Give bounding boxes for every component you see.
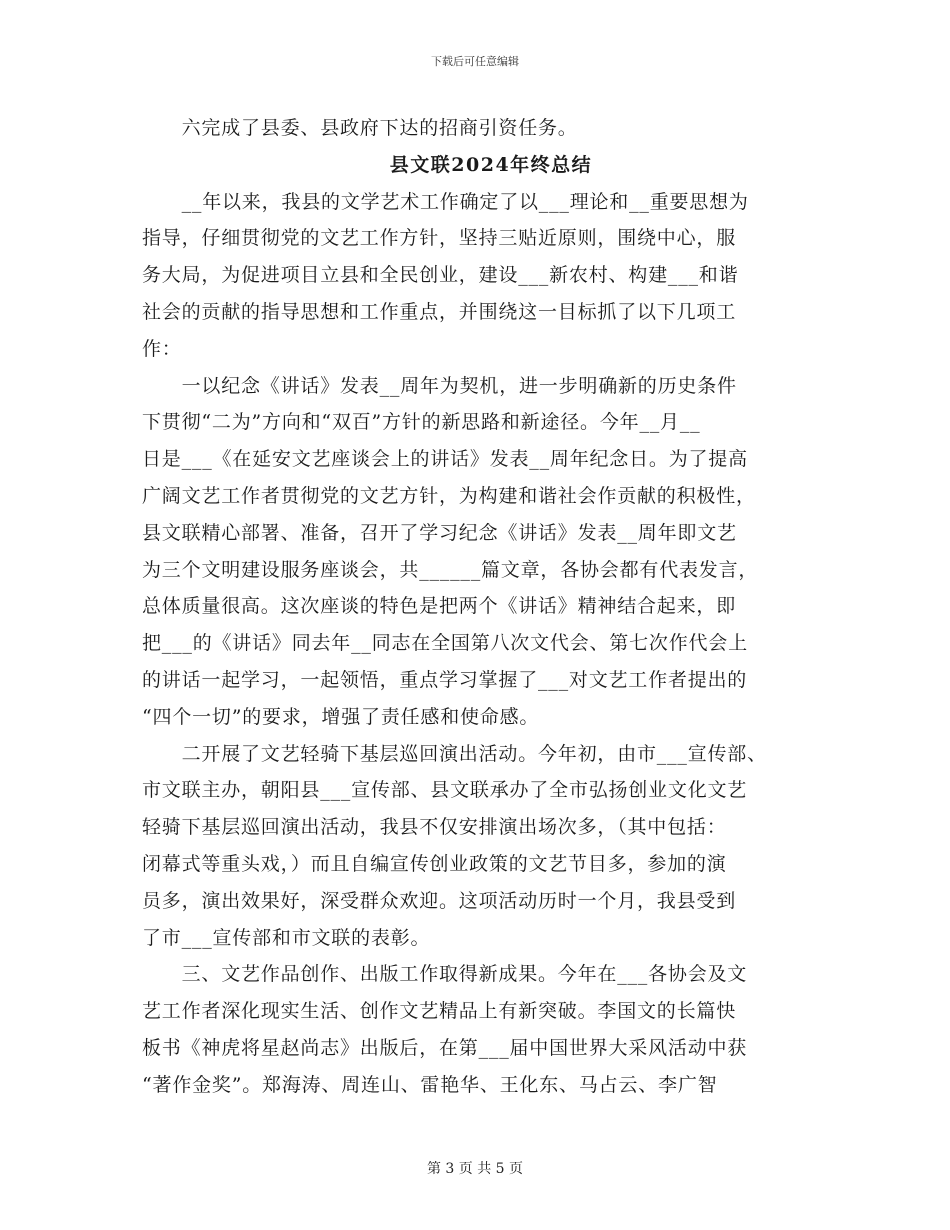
text-line: 社会的贡献的指导思想和工作重点，并围绕这一目标抓了以下几项工 <box>142 300 737 323</box>
text-line: 市文联主办，朝阳县___宣传部、县文联承办了全市弘扬创业文化文艺 <box>142 779 748 802</box>
text-line: 员多，演出效果好，深受群众欢迎。这项活动历时一个月，我县受到 <box>142 889 737 912</box>
text-line: 广阔文艺工作者贯彻党的文艺方针，为构建和谐社会作贡献的积极性， <box>142 484 756 507</box>
text-line: 了市___宣传部和市文联的表彰。 <box>142 926 431 949</box>
header-note: 下载后可任意编辑 <box>431 55 519 68</box>
text-line: “著作金奖”。郑海涛、周连山、雷艳华、王化东、马占云、李广智 <box>142 1073 718 1096</box>
text-line: 闭幕式等重头戏，）而且自编宣传创业政策的文艺节目多，参加的演 <box>142 852 727 875</box>
text-line: 的讲话一起学习，一起领悟，重点学习掌握了___对文艺工作者提出的 <box>142 668 748 691</box>
text-line: 三、文艺作品创作、出版工作取得新成果。今年在___各协会及文 <box>142 963 748 986</box>
text-line: 六完成了县委、县政府下达的招商引资任务。 <box>142 117 578 139</box>
text-line: 轻骑下基层巡回演出活动，我县不仅安排演出场次多，（其中包括： <box>142 816 727 839</box>
text-line: 为三个文明建设服务座谈会，共______篇文章，各协会都有代表发言， <box>142 558 759 581</box>
text-line: 总体质量很高。这次座谈的特色是把两个《讲话》精神结合起来，即 <box>142 595 737 618</box>
text-line: 指导，仔细贯彻党的文艺工作方针，坚持三贴近原则，围绕中心，服 <box>142 227 737 250</box>
text-line: 县文联精心部署、准备，召开了学习纪念《讲话》发表__周年即文艺 <box>142 521 737 544</box>
text-line: 把___的《讲话》同去年__同志在全国第八次文代会、第七次作代会上 <box>142 632 748 655</box>
page-number: 第 3 页 共 5 页 <box>426 1161 524 1177</box>
document-title: 县文联2024年终总结 <box>389 153 593 176</box>
text-line: 板书《神虎将星赵尚志》出版后，在第___届中国世界大采风活动中获 <box>142 1036 748 1059</box>
text-line: 下贯彻“二为”方向和“双百”方针的新思路和新途径。今年__月__ <box>142 411 701 434</box>
document-body <box>142 110 822 1104</box>
text-line: “四个一切”的要求，增强了责任感和使命感。 <box>142 705 540 728</box>
text-line: 作： <box>142 337 182 360</box>
text-line: __年以来，我县的文学艺术工作确定了以___理论和__重要思想为 <box>142 190 749 213</box>
text-line: 一以纪念《讲话》发表__周年为契机，进一步明确新的历史条件 <box>142 374 737 397</box>
text-line: 艺工作者深化现实生活、创作文艺精品上有新突破。李国文的长篇快 <box>142 1000 737 1023</box>
text-line: 二开展了文艺轻骑下基层巡回演出活动。今年初，由市___宣传部、 <box>142 742 767 765</box>
text-line: 日是___《在延安文艺座谈会上的讲话》发表__周年纪念日。为了提高 <box>142 448 748 471</box>
text-line: 务大局，为促进项目立县和全民创业，建设___新农村、构建___和谐 <box>142 264 739 287</box>
